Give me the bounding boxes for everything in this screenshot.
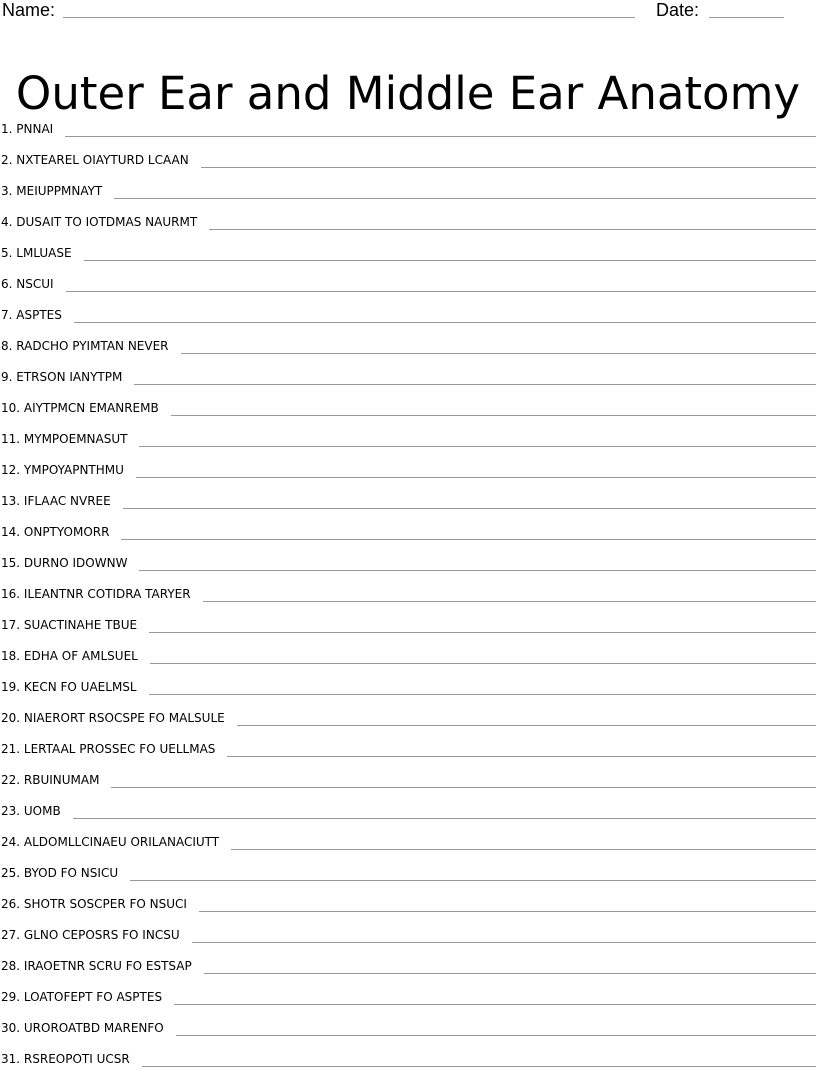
answer-line[interactable] bbox=[139, 569, 816, 571]
question-row bbox=[0, 327, 816, 358]
answer-line[interactable] bbox=[123, 507, 816, 509]
question-row bbox=[0, 854, 816, 885]
scrambled-word: 6. NSCUI bbox=[1, 277, 54, 291]
scrambled-word: 3. MEIUPPMNAYT bbox=[1, 184, 103, 198]
answer-line[interactable] bbox=[176, 1034, 816, 1036]
question-row bbox=[0, 420, 816, 451]
question-row bbox=[0, 141, 816, 172]
scrambled-word: 13. IFLAAC NVREE bbox=[1, 494, 111, 508]
question-row bbox=[0, 637, 816, 668]
answer-line[interactable] bbox=[192, 941, 816, 943]
name-input-line[interactable] bbox=[63, 17, 635, 18]
answer-line[interactable] bbox=[199, 910, 816, 912]
answer-line[interactable] bbox=[227, 755, 816, 757]
scrambled-word: 26. SHOTR SOSCPER FO NSUCI bbox=[1, 897, 187, 911]
question-list bbox=[0, 110, 816, 1071]
scrambled-word: 16. ILEANTNR COTIDRA TARYER bbox=[1, 587, 191, 601]
question-row bbox=[0, 1009, 816, 1040]
question-row bbox=[0, 451, 816, 482]
scrambled-word: 10. AIYTPMCN EMANREMB bbox=[1, 401, 159, 415]
answer-line[interactable] bbox=[237, 724, 816, 726]
answer-line[interactable] bbox=[130, 879, 816, 881]
answer-line[interactable] bbox=[65, 135, 816, 137]
scrambled-word: 8. RADCHO PYIMTAN NEVER bbox=[1, 339, 169, 353]
answer-line[interactable] bbox=[149, 631, 816, 633]
question-row bbox=[0, 358, 816, 389]
answer-line[interactable] bbox=[209, 228, 816, 230]
question-row bbox=[0, 265, 816, 296]
answer-line[interactable] bbox=[114, 197, 816, 199]
question-row bbox=[0, 389, 816, 420]
date-input-line[interactable] bbox=[709, 17, 784, 18]
question-row bbox=[0, 699, 816, 730]
answer-line[interactable] bbox=[174, 1003, 816, 1005]
scrambled-word: 4. DUSAIT TO IOTDMAS NAURMT bbox=[1, 215, 198, 229]
answer-line[interactable] bbox=[84, 259, 816, 261]
scrambled-word: 7. ASPTES bbox=[1, 308, 62, 322]
scrambled-word: 24. ALDOMLLCINAEU ORILANACIUTT bbox=[1, 835, 220, 849]
scrambled-word: 2. NXTEAREL OIAYTURD LCAAN bbox=[1, 153, 189, 167]
answer-line[interactable] bbox=[134, 383, 816, 385]
question-row bbox=[0, 234, 816, 265]
question-row bbox=[0, 792, 816, 823]
question-row bbox=[0, 885, 816, 916]
answer-line[interactable] bbox=[66, 290, 816, 292]
answer-line[interactable] bbox=[203, 600, 816, 602]
question-row bbox=[0, 172, 816, 203]
answer-line[interactable] bbox=[171, 414, 816, 416]
answer-line[interactable] bbox=[136, 476, 816, 478]
question-row bbox=[0, 110, 816, 141]
question-row bbox=[0, 296, 816, 327]
question-row bbox=[0, 730, 816, 761]
answer-line[interactable] bbox=[150, 662, 816, 664]
scrambled-word: 12. YMPOYAPNTHMU bbox=[1, 463, 124, 477]
question-row bbox=[0, 761, 816, 792]
question-row bbox=[0, 916, 816, 947]
answer-line[interactable] bbox=[142, 1065, 816, 1067]
question-row bbox=[0, 823, 816, 854]
answer-line[interactable] bbox=[201, 166, 816, 168]
scrambled-word: 20. NIAERORT RSOCSPE FO MALSULE bbox=[1, 711, 225, 725]
question-row bbox=[0, 668, 816, 699]
answer-line[interactable] bbox=[204, 972, 816, 974]
scrambled-word: 21. LERTAAL PROSSEC FO UELLMAS bbox=[1, 742, 216, 756]
question-row bbox=[0, 606, 816, 637]
scrambled-word: 29. LOATOFEPT FO ASPTES bbox=[1, 990, 163, 1004]
scrambled-word: 9. ETRSON IANYTPM bbox=[1, 370, 123, 384]
answer-line[interactable] bbox=[181, 352, 816, 354]
scrambled-word: 31. RSREOPOTI UCSR bbox=[1, 1052, 130, 1066]
question-row bbox=[0, 203, 816, 234]
question-row bbox=[0, 482, 816, 513]
question-row bbox=[0, 978, 816, 1009]
scrambled-word: 1. PNNAI bbox=[1, 122, 54, 136]
scrambled-word: 17. SUACTINAHE TBUE bbox=[1, 618, 138, 632]
scrambled-word: 22. RBUINUMAM bbox=[1, 773, 100, 787]
scrambled-word: 14. ONPTYOMORR bbox=[1, 525, 110, 539]
scrambled-word: 18. EDHA OF AMLSUEL bbox=[1, 649, 138, 663]
page-title: Outer Ear and Middle Ear Anatomy bbox=[15, 67, 801, 121]
scrambled-word: 27. GLNO CEPOSRS FO INCSU bbox=[1, 928, 180, 942]
scrambled-word: 11. MYMPOEMNASUT bbox=[1, 432, 128, 446]
scrambled-word: 15. DURNO IDOWNW bbox=[1, 556, 128, 570]
scrambled-word: 28. IRAOETNR SCRU FO ESTSAP bbox=[1, 959, 192, 973]
answer-line[interactable] bbox=[121, 538, 816, 540]
scrambled-word: 23. UOMB bbox=[1, 804, 61, 818]
question-row bbox=[0, 575, 816, 606]
name-label: Name: bbox=[2, 0, 56, 20]
answer-line[interactable] bbox=[231, 848, 816, 850]
answer-line[interactable] bbox=[139, 445, 816, 447]
scrambled-word: 5. LMLUASE bbox=[1, 246, 72, 260]
answer-line[interactable] bbox=[74, 321, 816, 323]
question-row bbox=[0, 544, 816, 575]
scrambled-word: 19. KECN FO UAELMSL bbox=[1, 680, 137, 694]
question-row bbox=[0, 513, 816, 544]
answer-line[interactable] bbox=[111, 786, 816, 788]
header-row bbox=[0, 0, 816, 24]
date-label: Date: bbox=[656, 0, 700, 20]
scrambled-word: 30. UROROATBD MARENFO bbox=[1, 1021, 164, 1035]
answer-line[interactable] bbox=[73, 817, 816, 819]
answer-line[interactable] bbox=[149, 693, 816, 695]
question-row bbox=[0, 947, 816, 978]
scrambled-word: 25. BYOD FO NSICU bbox=[1, 866, 119, 880]
